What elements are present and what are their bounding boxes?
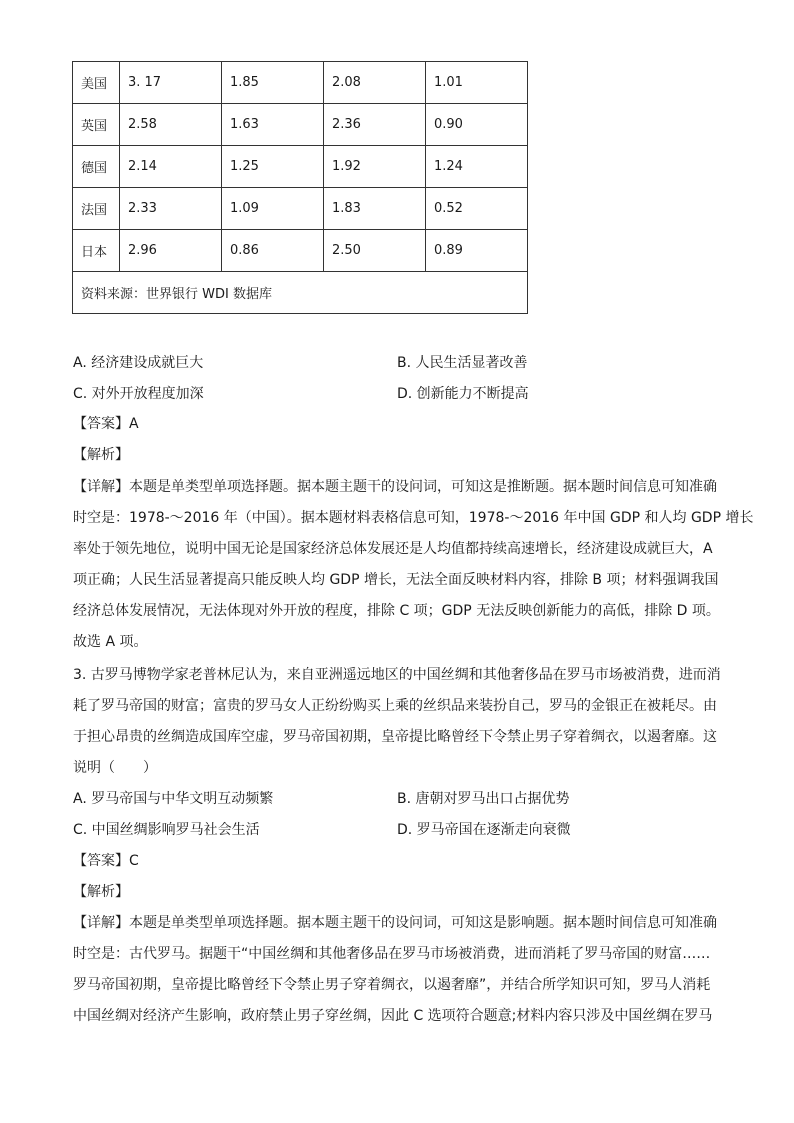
value-cell: 1.85 — [222, 62, 324, 104]
gdp-growth-table — [72, 61, 528, 314]
q3-explanation-line: 【详解】本题是单类型单项选择题。据本题主题干的设问词，可知这是影响题。据本题时间信息可知准确 — [73, 915, 717, 931]
q3-option-a: A. 罗马帝国与中华文明互动频繁 — [73, 791, 274, 807]
table-row — [73, 62, 528, 104]
country-cell: 英国 — [73, 104, 120, 146]
q2-answer: 【答案】A — [73, 416, 139, 432]
value-cell: 0.89 — [426, 230, 528, 272]
table-source: 资料来源：世界银行 WDI 数据库 — [73, 272, 528, 314]
q2-explanation-line: 项正确；人民生活显著提高只能反映人均 GDP 增长，无法全面反映材料内容，排除 B 项；材料强调我国 — [73, 572, 719, 588]
country-cell: 美国 — [73, 62, 120, 104]
q3-analysis-label: 【解析】 — [73, 884, 129, 900]
q3-option-b: B. 唐朝对罗马出口占据优势 — [397, 791, 570, 807]
q2-option-c: C. 对外开放程度加深 — [73, 386, 204, 402]
q2-analysis-label: 【解析】 — [73, 447, 129, 463]
value-cell: 2.58 — [120, 104, 222, 146]
q3-stem-line: 耗了罗马帝国的财富；富贵的罗马女人正纷纷购买上乘的丝织品来装扮自己，罗马的金银正在被耗尽。由 — [73, 698, 717, 714]
q2-option-b: B. 人民生活显著改善 — [397, 355, 528, 371]
value-cell: 1.92 — [324, 146, 426, 188]
value-cell: 0.86 — [222, 230, 324, 272]
table-source-row — [73, 272, 528, 314]
q3-explanation-line: 中国丝绸对经济产生影响，政府禁止男子穿丝绸，因此 C 选项符合题意;材料内容只涉及中国丝绸在罗马 — [73, 1008, 713, 1024]
q2-option-d: D. 创新能力不断提高 — [397, 386, 529, 402]
value-cell: 1.63 — [222, 104, 324, 146]
table-row — [73, 104, 528, 146]
value-cell: 1.24 — [426, 146, 528, 188]
value-cell: 2.08 — [324, 62, 426, 104]
q2-option-a: A. 经济建设成就巨大 — [73, 355, 204, 371]
q2-explanation-line: 时空是：1978-～2016 年（中国）。据本题材料表格信息可知，1978-～2016 年中国 GDP 和人均 GDP 增长 — [73, 510, 754, 526]
q3-option-d: D. 罗马帝国在逐渐走向衰微 — [397, 822, 571, 838]
value-cell: 1.25 — [222, 146, 324, 188]
value-cell: 0.52 — [426, 188, 528, 230]
value-cell: 1.83 — [324, 188, 426, 230]
table-row — [73, 230, 528, 272]
value-cell: 2.50 — [324, 230, 426, 272]
q3-answer: 【答案】C — [73, 853, 139, 869]
value-cell: 2.96 — [120, 230, 222, 272]
q3-stem-line: 3. 古罗马博物学家老普林尼认为，来自亚洲遥远地区的中国丝绸和其他奢侈品在罗马市场被消费，进而消 — [73, 667, 721, 683]
q3-explanation-line: 时空是：古代罗马。据题干“中国丝绸和其他奢侈品在罗马市场被消费，进而消耗了罗马帝国的财富…… — [73, 946, 711, 962]
q2-explanation-line: 率处于领先地位，说明中国无论是国家经济总体发展还是人均值都持续高速增长，经济建设成就巨大，A — [73, 541, 713, 557]
q3-option-c: C. 中国丝绸影响罗马社会生活 — [73, 822, 260, 838]
q3-explanation-line: 罗马帝国初期，皇帝提比略曾经下令禁止男子穿着绸衣，以遏奢靡”，并结合所学知识可知，罗马人消耗 — [73, 977, 711, 993]
q2-explanation-line: 【详解】本题是单类型单项选择题。据本题主题干的设问词，可知这是推断题。据本题时间信息可知准确 — [73, 479, 717, 495]
country-cell: 日本 — [73, 230, 120, 272]
value-cell: 1.01 — [426, 62, 528, 104]
value-cell: 2.33 — [120, 188, 222, 230]
q2-explanation-line: 经济总体发展情况，无法体现对外开放的程度，排除 C 项；GDP 无法反映创新能力的高低，排除 D 项。 — [73, 603, 720, 619]
value-cell: 0.90 — [426, 104, 528, 146]
value-cell: 1.09 — [222, 188, 324, 230]
table-row — [73, 188, 528, 230]
country-cell: 法国 — [73, 188, 120, 230]
value-cell: 2.36 — [324, 104, 426, 146]
table-row — [73, 146, 528, 188]
q3-stem-line: 于担心昂贵的丝绸造成国库空虚，罗马帝国初期，皇帝提比略曾经下令禁止男子穿着绸衣，以遏奢靡。这 — [73, 729, 717, 745]
country-cell: 德国 — [73, 146, 120, 188]
q2-explanation-line: 故选 A 项。 — [73, 634, 148, 650]
value-cell: 3. 17 — [120, 62, 222, 104]
value-cell: 2.14 — [120, 146, 222, 188]
q3-stem-line: 说明（ ） — [73, 760, 157, 776]
